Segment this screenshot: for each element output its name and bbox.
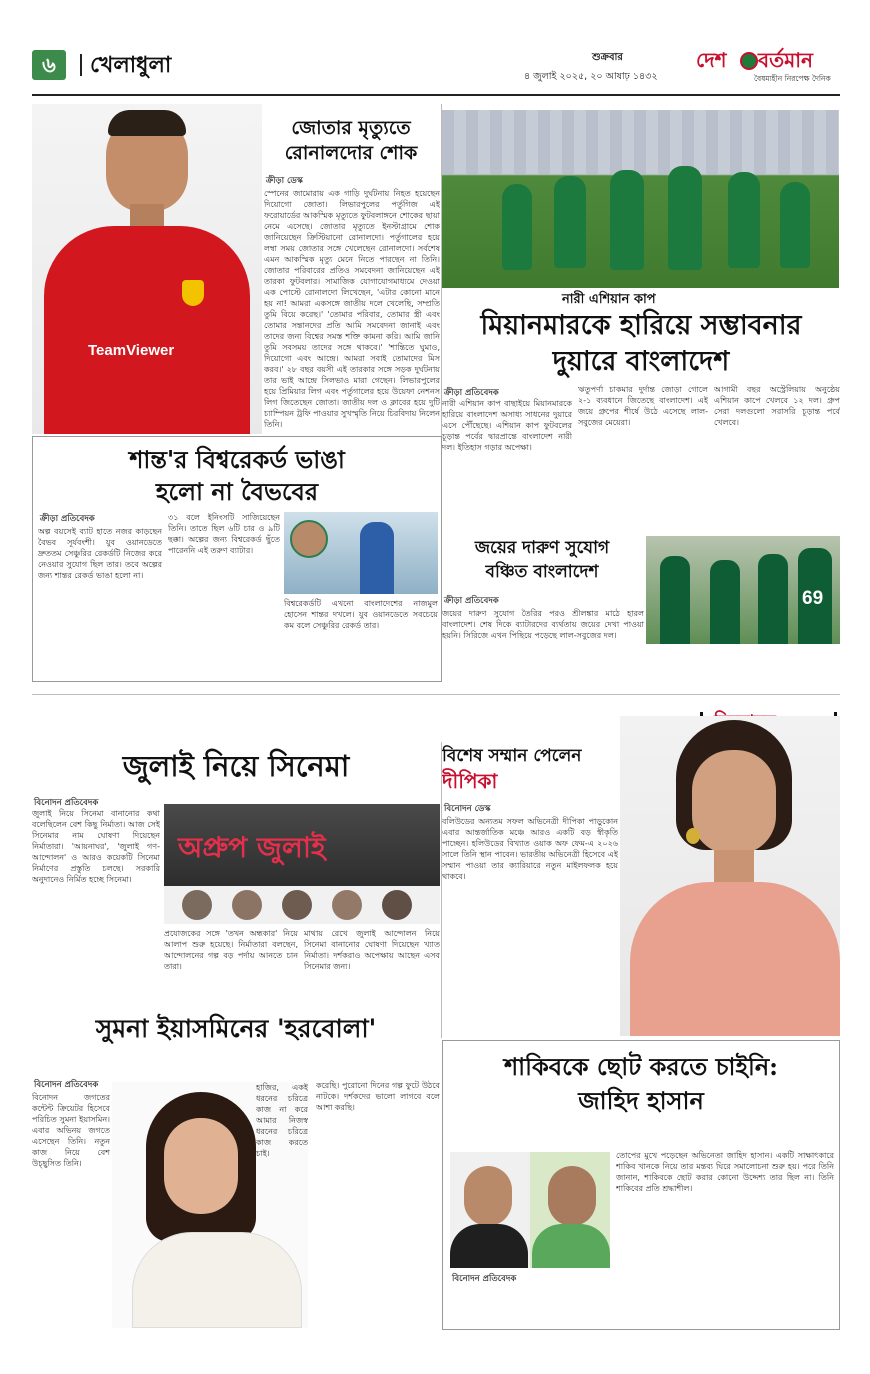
deepika-headline-line1: বিশেষ সম্মান পেলেন bbox=[442, 746, 582, 766]
shanto-headline-line2: হলো না বৈভবের bbox=[155, 477, 319, 506]
jayer-byline: ক্রীড়া প্রতিবেদক bbox=[444, 596, 499, 606]
ronaldo-byline: ক্রীড়া ডেস্ক bbox=[266, 176, 303, 186]
sumona-headline: সুমনা ইয়াসমিনের 'হরবোলা' bbox=[95, 1014, 377, 1043]
section-rule bbox=[32, 694, 840, 695]
portrait-right bbox=[548, 1166, 596, 1226]
player-figure bbox=[554, 176, 586, 268]
portrait-left bbox=[464, 1166, 512, 1226]
player-figure bbox=[360, 522, 394, 594]
ronaldo-headline-line1: জোতার মৃত্যুতে bbox=[291, 117, 411, 139]
shanto-col3: বিশ্বরেকর্ডটি এখনো বাংলাদেশের নাজমুল হোসেন শান্তর দখলে। যুব ওয়ানডেতে সবচেয়ে কম বলে সেঞ্চুরির রেকর্ড তার। bbox=[284, 599, 438, 630]
jersey-number: 69 bbox=[802, 588, 824, 609]
batter-photo bbox=[284, 512, 438, 594]
column-rule bbox=[441, 742, 442, 1038]
shakib-headline bbox=[442, 1050, 840, 1118]
deepika-headline-line2: দীপিকা bbox=[442, 769, 498, 793]
deepika-headline bbox=[442, 744, 612, 794]
shanto-byline: ক্রীড়া প্রতিবেদক bbox=[40, 514, 95, 524]
header-rule bbox=[32, 94, 840, 96]
avatar bbox=[332, 890, 362, 920]
avatar bbox=[382, 890, 412, 920]
player-figure bbox=[610, 170, 644, 270]
women-byline: ক্রীড়া প্রতিবেদক bbox=[444, 388, 499, 398]
avatar bbox=[282, 890, 312, 920]
earring-icon bbox=[686, 828, 700, 844]
cricket-photo bbox=[646, 536, 840, 644]
sumona-col1: বিনোদন জগতের কন্টেন্ট ক্রিয়েটর হিসেবে পরিচিত সুমনা ইয়াসমিন। এবার অভিনয় জগতে এসেছেন তিনি। নতুন কাজ নিয়ে বেশ উচ্ছ্বসিত তিনি। bbox=[32, 1093, 110, 1168]
shakib-body: তোপের মুখে পড়েছেন অভিনেতা জাহিদ হাসান। একটি সাক্ষাৎকারে শাকিব খানকে নিয়ে তার মন্তব্য ঘিরে সমালোচনা শুরু হয়। পরে তিনি জানান, শাকিবকে ছোট করার কোনো উদ্দেশ্য তার ছিল না। তিনি শাকিবের প্রতি শ্রদ্ধাশীল। bbox=[616, 1151, 834, 1193]
ronaldo-headline-line2: রোনালদোর শোক bbox=[284, 142, 418, 164]
brand-right: বর্তমান bbox=[758, 48, 813, 72]
shakib-headline-line1: শাকিবকে ছোট করতে চাইনি: bbox=[503, 1052, 779, 1081]
player-figure bbox=[660, 556, 690, 644]
graffiti-collage bbox=[164, 804, 440, 924]
july-col2: প্রযোজকের সঙ্গে 'তখন অন্ধকার' নিয়ে আলাপ শুরু হয়েছে। নির্মাতারা বলছেন, আন্দোলনের গল্প বড় পর্দায় আনতে চান তারা। bbox=[164, 929, 298, 971]
july-col3: মাথায় রেখে জুলাই আন্দোলন নিয়ে সিনেমা বানানোর ঘোষণা দিয়েছেন খ্যাত নির্মাতা। দর্শকরাও অপেক্ষায় আছেন এসব সিনেমার জন্য। bbox=[304, 929, 440, 971]
shanto-headline-line1: শান্ত'র বিশ্বরেকর্ড ভাঙা bbox=[129, 445, 345, 474]
women-headline-line2: দুয়ারে বাংলাদেশ bbox=[552, 346, 730, 377]
sponsor-text: TeamViewer bbox=[88, 342, 175, 359]
player-figure bbox=[710, 560, 740, 644]
avatar bbox=[182, 890, 212, 920]
portrait-right-body bbox=[532, 1224, 610, 1268]
section-separator bbox=[80, 54, 82, 76]
player-figure bbox=[780, 182, 810, 268]
ronaldo-headline bbox=[262, 116, 440, 166]
july-byline: বিনোদন প্রতিবেদক bbox=[34, 798, 99, 808]
women-col1: নারী এশিয়ান কাপ বাছাইয়ে মিয়ানমারকে হারিয়ে বাংলাদেশ অসাধ্য সাধনের দুয়ারে এসে পৌঁছেছে। এশিয়ান কাপ ফুটবলের চূড়ান্ত পর্বের দ্বারপ্রান্তে বাংলাদেশ নারী দল। ইতিহাস গড়ার অপেক্ষা। bbox=[442, 399, 572, 452]
page-header bbox=[32, 46, 840, 96]
brand-emblem-icon bbox=[740, 52, 758, 70]
stadium-stand bbox=[442, 110, 839, 174]
player-figure bbox=[758, 554, 788, 644]
ronaldo-body: স্পেনের জামোরায় এক গাড়ি দুর্ঘটনায় নিহত হয়েছেন দিয়োগো জোতা। লিভারপুলের পর্তুগিজ এই ফরোয়ার্ডের আকস্মিক মৃত্যুতে ফুটবলাঙ্গনে শোকের ছায়া নেমে এসেছে। জোতার মৃত্যুতে ইনস্টাগ্রামে শোক জানিয়েছেন ক্রিস্টিয়ানো রোনালদো। পর্তুগালের হয়ে লম্বা সময় জোতার সঙ্গে খেলেছেন রোনালদো। সর্বশেষ এমন আকস্মিক মৃত্যু মেনে নিতে পারছেন না তিনি। জোতার পরিবারের প্রতিও সমবেদনা জানিয়েছেন এই তারকা ফুটবলার। সামাজিক যোগাযোগমাধ্যমে দেওয়া এক পোস্টে রোনালদো লিখেছেন, 'এটার কোনো মানে হয় না! আমরা একসঙ্গে জাতীয় দলে খেলেছি, সম্প্রতি তুমি বিয়ে করেছ।' 'তোমার পরিবার, তোমার স্ত্রী এবং তোমার সন্তানদের প্রতি আমি সমবেদনা জানাই এবং তাদের জন্য বিশ্বের সমস্ত শক্তি কামনা করি। আমি জানি তুমি সবসময় তাদের সঙ্গে থাকবে।' 'শান্তিতে ঘুমাও, দিয়োগো এবং আন্দ্রে। আমরা সবাই তোমাদের মিস করব।' ২৮ বছর বয়সী এই তারকার সঙ্গে সড়ক দুর্ঘটনায় তার ভাই আন্দ্রে সিলভাও মারা গেছেন। লিভারপুলের হয়ে প্রিমিয়ার লিগ এবং পর্তুগালের হয়ে উয়েফা নেশনস লিগ জিতেছেন জোতা। জাতীয় দল ও ক্লাবের হয়ে দুটি চ্যাম্পিয়ন ট্রফি পাওয়ার সুখস্মৃতি নিয়ে চিরবিদায় নিলেন তিনি। bbox=[264, 189, 440, 429]
july-headline: জুলাই নিয়ে সিনেমা bbox=[122, 749, 350, 783]
avatar bbox=[232, 890, 262, 920]
shanto-col1: অল্প বয়সেই ব্যাট হাতে নজর কাড়ছেন বৈভব সূর্যবংশী। যুব ওয়ানডেতে দ্রুততম সেঞ্চুরির রেকর্ডটি নিজের করে নেওয়ার সুযোগ ছিল তার। তবে অল্পের জন্য শান্তর রেকর্ড ভাঙা হলো না। bbox=[38, 527, 162, 580]
jayer-body: জয়ের দারুণ সুযোগ তৈরির পরও শ্রীলঙ্কার মাঠে হারল বাংলাদেশ। শেষ দিকে ব্যাটারদের ব্যর্থতায় জয়ের দেখা পাওয়া হয়নি। সিরিজে এখন পিছিয়ে পড়েছে লাল-সবুজের দল। bbox=[442, 609, 644, 640]
player-figure bbox=[502, 184, 532, 270]
inset-portrait bbox=[290, 520, 328, 558]
women-team-photo bbox=[442, 110, 839, 288]
portrait-top bbox=[132, 1232, 302, 1328]
player-hair bbox=[108, 110, 186, 136]
portrait-dress bbox=[630, 882, 840, 1036]
header-day: শুক্রবার bbox=[592, 52, 623, 63]
shakib-photo bbox=[450, 1152, 610, 1268]
shanto-col2: ৩১ বলে ইনিংসটি সাজিয়েছেন তিনি। তাতে ছিল ৬টি চার ও ৯টি ছক্কা। অল্পের জন্য বিশ্বরেকর্ড ছুঁতে পারেননি এই তরুণ ব্যাটার। bbox=[168, 513, 280, 555]
brand-tagline: বৈষম্যহীন নিরপেক্ষ দৈনিক bbox=[754, 74, 831, 83]
player-shirt bbox=[44, 226, 250, 434]
header-date: ৪ জুলাই ২০২৫, ২০ আষাঢ় ১৪৩২ bbox=[524, 71, 658, 82]
deepika-photo bbox=[620, 716, 840, 1036]
section-title: খেলাধুলা bbox=[90, 53, 172, 78]
july-col1: জুলাই নিয়ে সিনেমা বানানোর কথা বলেছিলেন বেশ কিছু নির্মাতা। আজ সেই সিনেমার নাম ঘোষণা দিয়েছেন নির্মাতারা। 'আয়নাঘর', 'জুলাই গণ-আন্দোলন' ও আরও কয়েকটি সিনেমা নির্মাণের প্রস্তুতি চলছে। সরকারি অনুদানেও নির্মিত হচ্ছে সিনেমা। bbox=[32, 809, 160, 884]
brand-left: দেশ bbox=[696, 48, 727, 72]
shanto-headline bbox=[32, 444, 442, 508]
jayer-headline-line2: বঞ্চিত বাংলাদেশ bbox=[485, 562, 599, 582]
sumona-col3: করেছি। পুরোনো দিনের গল্প ফুটে উঠবে নাটকে। দর্শকদের ভালো লাগবে বলে আশা করছি। bbox=[316, 1081, 440, 1112]
player-figure bbox=[728, 172, 760, 268]
portrait-left-body bbox=[450, 1224, 528, 1268]
sumona-col2: হাজির, একই ধরনের চরিত্রে কাজ না করে আমার নিজস্ব ধরনের চরিত্রে কাজ করতে চাই। bbox=[256, 1083, 308, 1158]
deepika-byline: বিনোদন ডেস্ক bbox=[444, 804, 491, 814]
jayer-headline bbox=[442, 536, 642, 584]
sumona-byline: বিনোদন প্রতিবেদক bbox=[34, 1080, 99, 1090]
ronaldo-photo bbox=[32, 104, 262, 434]
column-rule bbox=[441, 104, 442, 436]
women-headline bbox=[442, 308, 840, 380]
women-col3: আগামী বছর অস্ট্রেলিয়ায় অনুষ্ঠেয় এশিয়ান কাপে খেলবে ১২ দল। গ্রুপ সেরা দলগুলো সরাসরি চূড়ান্ত পর্বে খেলবে। bbox=[714, 385, 840, 427]
women-headline-line1: মিয়ানমারকে হারিয়ে সম্ভাবনার bbox=[480, 310, 802, 341]
jayer-headline-line1: জয়ের দারুণ সুযোগ bbox=[474, 538, 610, 558]
shakib-headline-line2: জাহিদ হাসান bbox=[578, 1086, 704, 1115]
player-figure bbox=[668, 166, 702, 270]
club-crest-icon bbox=[182, 280, 204, 306]
graffiti-text: অপ্রুপ জুলাই bbox=[178, 831, 326, 864]
portrait-face bbox=[692, 750, 776, 854]
women-col2: ঋতুপর্ণা চাকমার দুর্দান্ত জোড়া গোলে ২-১ ব্যবধানে জিতেছে বাংলাদেশ। এই জয়ে গ্রুপের শীর্ষে উঠে এসেছে লাল-সবুজের মেয়েরা। bbox=[578, 385, 708, 427]
deepika-body: বলিউডের অন্যতম সফল অভিনেত্রী দীপিকা পাড়ুকোন এবার আন্তর্জাতিক মঞ্চে আরও একটি বড় স্বীকৃতি পাচ্ছেন। হলিউডের বিখ্যাত ওয়াক অফ ফেম-এ ২০২৬ সালে তিনি স্থান পাবেন। ভারতীয় অভিনেত্রী হিসেবে এই সম্মান পাওয়া তার ক্যারিয়ারে নতুন মাইলফলক হয়ে থাকবে। bbox=[442, 817, 618, 881]
brand-logo bbox=[696, 46, 840, 86]
women-photo-caption: নারী এশিয়ান কাপ bbox=[562, 292, 656, 307]
shakib-byline: বিনোদন প্রতিবেদক bbox=[452, 1274, 517, 1284]
page-number-badge: ৬ bbox=[32, 50, 66, 80]
portrait-face bbox=[164, 1118, 238, 1214]
